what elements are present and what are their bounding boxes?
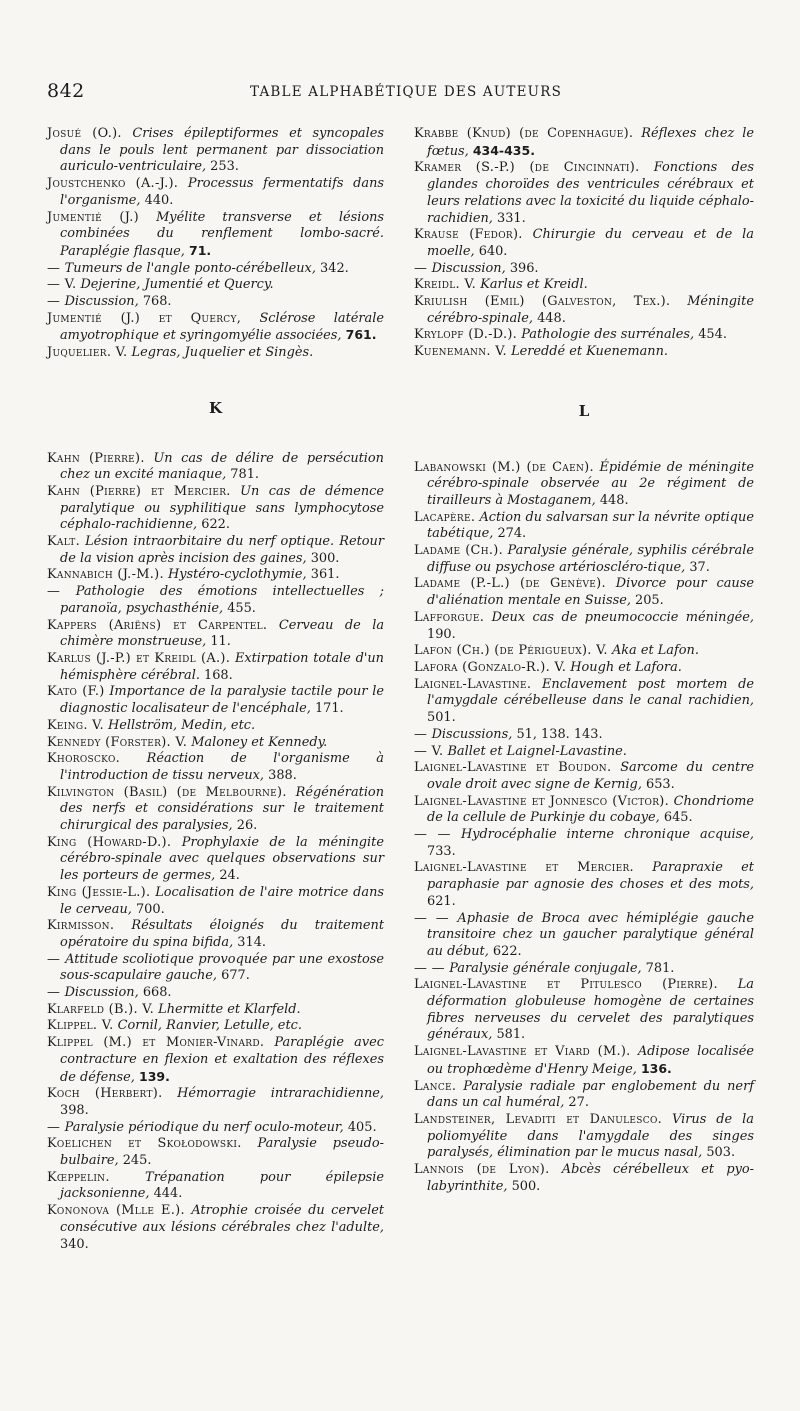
entry-title: Discussion, (64, 294, 139, 310)
index-entry (47, 835, 384, 885)
entry-title: Chirurgie du cerveau et de la moelle, (427, 227, 754, 259)
index-entry (47, 484, 384, 534)
entry-author: Kreidl. V. (414, 277, 477, 293)
entry-author: Krabbe (Knud) (de Copenhague). (414, 126, 634, 141)
index-entry (47, 735, 384, 752)
entry-title: Discussion, (431, 260, 506, 276)
index-entry (47, 1035, 384, 1086)
entry-title: Paralysie générale conjugale, (449, 960, 642, 976)
entry-page-ref: 503. (706, 1145, 736, 1161)
entry-author: Krause (Fedor). (414, 227, 523, 243)
entry-title: Sarcome du centre ovale droit avec signe de Kernig, (427, 760, 754, 792)
index-entry (47, 345, 384, 362)
j-entry-list (47, 126, 384, 362)
entry-author: Lacapère. (414, 509, 476, 525)
entry-title: Tumeurs de l'angle ponto-cérébelleux, (64, 260, 316, 276)
entry-author: — (47, 260, 65, 276)
entry-author: Laignel-Lavastine et Mercier. (414, 860, 634, 876)
entry-title: Réflexes chez le fœtus, (427, 126, 754, 159)
entry-title: Maloney et Kennedy. (191, 734, 328, 750)
index-entry (414, 1112, 754, 1162)
index-entry (47, 1203, 384, 1253)
entry-author: Kœppelin. (47, 1169, 110, 1185)
entry-title: Méningite cérébro-spinale, (427, 294, 754, 326)
index-entry (47, 1136, 384, 1169)
entry-author: Krylopf (D.-D.). (414, 327, 518, 343)
index-entry (414, 977, 754, 1044)
index-entry (47, 918, 384, 951)
entry-page-ref: 37. (689, 559, 710, 575)
entry-title: Processus fermentatifs dans l'organisme, (60, 176, 384, 208)
entry-author: — V. (47, 277, 77, 293)
entry-page-ref: 27. (568, 1095, 589, 1111)
entry-title: Prophylaxie de la méningite cérébro-spinale avec quelques observations sur les porteurs de germes, (60, 834, 384, 884)
entry-author: Laignel-Lavastine. (414, 676, 532, 692)
index-entry (414, 510, 754, 543)
entry-title: Paralysie périodique du nerf oculo-moteur, (64, 1119, 344, 1135)
entry-title: Réaction de l'organisme à l'introduction de tissu nerveux, (60, 751, 384, 783)
entry-title: Paralysie pseudo-bulbaire, (60, 1136, 384, 1169)
entry-page-ref: 677. (221, 968, 250, 984)
index-entry (414, 660, 754, 677)
entry-author: Karlus (J.-P.) et Kreidl (A.). (47, 650, 231, 666)
entry-page-ref: 455. (227, 600, 256, 616)
entry-author: — (47, 985, 65, 1001)
l-entry-list (414, 460, 754, 1196)
entry-page-ref: 51, 138. 143. (516, 726, 603, 742)
index-entry (47, 952, 384, 985)
right-column (414, 126, 754, 1195)
entry-author: Laignel-Lavastine et Viard (M.). (414, 1044, 631, 1060)
entry-page-ref: 501. (427, 710, 456, 726)
index-entry (47, 618, 384, 651)
entry-title: Localisation de l'aire motrice dans le cerveau, (60, 884, 384, 917)
entry-title: Adipose localisée ou trophœdème d'Henry Meige, (427, 1044, 754, 1077)
entry-title: Importance de la paralysie tactile pour le diagnostic localisateur de l'encéphale, (60, 684, 384, 717)
entry-page-ref: 168. (204, 667, 233, 683)
entry-author: — (47, 294, 65, 310)
entry-author: Kononova (Mlle E.). (47, 1203, 185, 1219)
index-entry (414, 126, 754, 160)
index-entry (47, 294, 384, 311)
index-entry (47, 567, 384, 584)
index-entry (414, 344, 754, 361)
entry-author: Laignel-Lavastine et Boudon. (414, 760, 612, 776)
index-entry (47, 176, 384, 209)
index-entry (47, 1002, 384, 1019)
index-entry (414, 1162, 754, 1195)
entry-page-ref: 668. (142, 985, 172, 1001)
entry-page-ref: 253. (210, 159, 239, 175)
entry-page-ref: 700. (135, 901, 165, 917)
entry-page-ref-bold: 136. (640, 1060, 672, 1076)
entry-title: Aka et Lafon. (611, 643, 699, 659)
entry-author: Lafforgue. (414, 609, 485, 625)
entry-title: Abcès cérébelleux et pyo-labyrinthite, (427, 1162, 754, 1194)
index-entry (414, 576, 754, 609)
index-entry (47, 751, 384, 784)
entry-title: Dejerine, Jumentié et Quercy. (80, 277, 274, 293)
entry-title: Un cas de démence paralytique ou syphilitique sans lymphocytose céphalo-rachidienne, (60, 483, 384, 533)
entry-title: Fonctions des glandes choroïdes des ventricules cérébraux et leurs relations avec la toxicité du liquide céphalo-rachidien, (427, 160, 754, 226)
entry-author: Lafon (Ch.) (de Périgueux). V. (414, 643, 608, 659)
entry-title: Pathologie des surrénales, (521, 327, 695, 343)
entry-page-ref: 340. (60, 1236, 89, 1252)
entry-author: Kahn (Pierre) et Mercier. (47, 483, 231, 499)
index-entry (47, 451, 384, 484)
index-entry (47, 684, 384, 717)
entry-title: Sclérose latérale amyotrophique et syringomyélie associées, (60, 310, 384, 344)
entry-title: Pathologie des émotions intellectuelles ; paranoïa, psychasthénie, (60, 584, 384, 616)
entry-title: Cornil, Ranvier, Letulle, etc. (117, 1018, 302, 1034)
index-entry (414, 860, 754, 910)
index-entry (414, 277, 754, 294)
entry-author: Keing. V. (47, 717, 104, 733)
index-entry (414, 760, 754, 793)
entry-author: Kannabich (J.-M.). (47, 567, 164, 583)
entry-title: Enclavement post mortem de l'amygdale cérébelleuse dans le canal rachidien, (427, 676, 754, 709)
entry-title: Aphasie de Broca avec hémiplégie gauche transitoire chez un gaucher paralytique général au début, (427, 910, 754, 959)
entry-author: King (Howard-D.). (47, 834, 172, 850)
entry-page-ref: 781. (645, 960, 675, 976)
index-entry (47, 651, 384, 684)
entry-author: Kramer (S.-P.) (de Cincinnati). (414, 160, 640, 176)
index-entry (47, 1018, 384, 1035)
entry-title: Virus de la poliomyélite dans l'amygdale des singes paralysés, élimination par le mucus nasal, (427, 1111, 754, 1161)
section-letter-k: K (208, 398, 223, 417)
entry-author: — V. (414, 743, 444, 759)
index-entry (47, 1086, 384, 1119)
entry-page-ref-bold: 434-435. (472, 142, 535, 158)
entry-author: Lannois (de Lyon). (414, 1162, 550, 1178)
entry-author: Kirmisson. (47, 918, 115, 934)
entry-page-ref: 388. (268, 767, 297, 783)
index-entry (414, 643, 754, 660)
index-entry (47, 311, 384, 345)
entry-page-ref: 500. (511, 1178, 541, 1194)
entry-author: Jumentié (J.) et Quercy, (47, 310, 242, 326)
entry-title: Paralysie générale, syphilis cérébrale diffuse ou psychose artérioscléro-tique, (427, 543, 754, 575)
index-entry (414, 827, 754, 860)
entry-page-ref: 733. (427, 843, 456, 859)
entry-title: Cerveau de la chimère monstrueuse, (60, 617, 385, 650)
entry-page-ref: 640. (478, 243, 508, 259)
entry-title: Discussions, (431, 726, 513, 742)
entry-author: Kappers (Ariëns) et Carpentel. (47, 617, 268, 633)
entry-title: Résultats éloignés du traitement opératoire du spina bifida, (60, 918, 384, 950)
entry-title: Paraplégie avec contracture en flexion et exaltation des réflexes de défense, (60, 1035, 384, 1085)
entry-author: Ladame (P.-L.) (de Genève). (414, 576, 606, 592)
entry-page-ref-bold: 139. (139, 1068, 170, 1084)
index-entry (414, 543, 754, 576)
entry-author: Kuenemann. V. (414, 344, 507, 360)
index-entry (414, 261, 754, 278)
entry-title: Divorce pour cause d'aliénation mentale en Suisse, (427, 576, 754, 609)
entry-page-ref: 405. (347, 1119, 377, 1135)
entry-page-ref: 440. (144, 192, 174, 208)
entry-page-ref: 396. (509, 260, 539, 276)
entry-page-ref: 581. (496, 1027, 526, 1043)
entry-title: Hydrocéphalie interne chronique acquise, (461, 827, 754, 843)
entry-author: — (47, 1119, 65, 1135)
entry-author: — — (414, 827, 461, 843)
entry-author: Klippel (M.) et Monier-Vinard. (47, 1035, 265, 1051)
index-entry (414, 677, 754, 727)
entry-title: Atrophie croisée du cervelet consécutive aux lésions cérébrales chez l'adulte, (60, 1203, 384, 1235)
entry-page-ref: 190. (427, 626, 456, 642)
index-entry (414, 160, 754, 227)
index-entry (47, 1120, 384, 1137)
entry-author: Koch (Herbert). (47, 1086, 163, 1102)
entry-page-ref: 398. (60, 1102, 89, 1118)
entry-title: Un cas de délire de persécution chez un excité maniaque, (60, 450, 384, 483)
entry-author: Kriulish (Emil) (Galveston, Tex.). (414, 294, 671, 310)
entry-author: — (47, 951, 66, 967)
entry-author: — — (414, 910, 458, 926)
entry-title: Trépanation pour épilepsie jacksonienne, (60, 1169, 384, 1202)
entry-author: — (414, 260, 432, 276)
entry-author: Landsteiner, Levaditi et Danulesco. (414, 1111, 663, 1127)
entry-author: Josué (O.). (47, 126, 122, 141)
entry-page-ref: 245. (122, 1153, 152, 1169)
index-entry (414, 1079, 754, 1112)
entry-author: — — (414, 960, 450, 976)
index-entry (47, 261, 384, 278)
section-letter-l: L (578, 401, 590, 420)
entry-author: Lance. (414, 1078, 457, 1094)
entry-author: Laignel-Lavastine et Jonnesco (Victor). (414, 793, 670, 809)
index-entry (414, 610, 754, 643)
entry-page-ref: 26. (236, 818, 258, 834)
entry-author: Koelichen et Skołodowski. (47, 1136, 242, 1152)
index-entry (414, 911, 754, 961)
entry-page-ref: 300. (310, 550, 340, 566)
entry-author: Klippel. V. (47, 1018, 114, 1034)
entry-title: Lereddé et Kuenemann. (511, 344, 668, 360)
entry-title: Régénération des nerfs et considérations sur le traitement chirurgical des paralysies, (60, 784, 384, 834)
k-entry-list (47, 451, 384, 1254)
entry-page-ref: 448. (599, 492, 629, 508)
entry-page-ref: 11. (210, 634, 231, 650)
entry-page-ref: 768. (142, 294, 172, 310)
k-entry-list-continued (414, 126, 754, 361)
entry-page-ref: 653. (646, 776, 675, 792)
entry-author: Joustchenko (A.-J.). (47, 176, 179, 192)
entry-page-ref: 645. (663, 810, 693, 826)
entry-title: Action du salvarsan sur la névrite optique tabétique, (427, 509, 754, 542)
entry-page-ref: 24. (219, 868, 240, 884)
entry-page-ref: 171. (314, 701, 344, 717)
entry-title: Paralysie radiale par englobement du nerf dans un cal huméral, (427, 1078, 754, 1111)
entry-title: Discussion, (64, 985, 139, 1001)
entry-page-ref: 205. (635, 593, 664, 609)
entry-page-ref: 448. (537, 310, 566, 326)
index-entry (47, 277, 384, 294)
index-entry (414, 961, 754, 978)
entry-page-ref: 621. (427, 893, 456, 909)
index-entry (414, 460, 754, 510)
entry-author: King (Jessie-L.). (47, 884, 151, 900)
index-entry (47, 985, 384, 1002)
entry-page-ref: 361. (310, 567, 340, 583)
index-entry (47, 718, 384, 735)
entry-title: Hémorragie intrarachidienne, (177, 1086, 384, 1102)
entry-title: Lésion intraorbitaire du nerf optique. Retour de la vision après incision des gaines, (60, 534, 384, 566)
left-column (47, 126, 384, 1253)
entry-page-ref: 781. (230, 467, 259, 483)
entry-author: Klarfeld (B.). V. (47, 1001, 155, 1017)
index-entry (414, 327, 754, 344)
index-entry (47, 534, 384, 567)
entry-author: Jumentié (J.) (47, 209, 139, 225)
page-number: 842 (47, 80, 85, 102)
index-entry (414, 794, 754, 827)
entry-author: Labanowski (M.) (de Caen). (414, 459, 594, 475)
entry-title: Épidémie de méningite cérébro-spinale observée au 2e régiment de tirailleurs à Mostaganem, (427, 459, 754, 508)
entry-title: Legras, Juquelier et Singès. (131, 345, 314, 361)
running-head: TABLE ALPHABÉTIQUE DES AUTEURS (250, 84, 563, 100)
entry-author: Kato (F.) (47, 684, 105, 700)
entry-page-ref: 314. (237, 934, 266, 950)
entry-page-ref: 342. (320, 260, 349, 276)
entry-author: Laignel-Lavastine et Pitulesco (Pierre). (414, 977, 718, 993)
entry-title: Ballet et Laignel-Lavastine. (447, 743, 627, 759)
entry-author: — (414, 726, 432, 742)
entry-page-ref: 274. (497, 526, 527, 542)
entry-title: Crises épileptiformes et syncopales dans le pouls lent permanent par dissociation auriculo-ventriculaire, (60, 126, 384, 175)
entry-author: Ladame (Ch.). (414, 543, 503, 559)
entry-author: Lafora (Gonzalo-R.). V. (414, 659, 567, 675)
entry-page-ref-bold: 71. (189, 242, 212, 258)
entry-page-ref: 454. (698, 327, 727, 343)
entry-author: Juquelier. V. (47, 345, 128, 361)
entry-author: Kilvington (Basil) (de Melbourne). (47, 784, 287, 800)
entry-title: Extirpation totale d'un hémisphère cérébral. (60, 650, 384, 683)
entry-page-ref: 622. (492, 943, 522, 959)
entry-title: Myélite transverse et lésions combinées du renflement lombo-sacré. Paraplégie flasque, (60, 209, 384, 259)
entry-page-ref: 444. (153, 1186, 183, 1202)
entry-title: Deux cas de pneumococcie méningée, (491, 609, 754, 625)
entry-title: La déformation globuleuse homogène de certaines fibres nerveuses du cervelet des paralytiques généraux, (427, 977, 754, 1043)
index-entry (414, 294, 754, 327)
entry-title: Hellström, Medin, etc. (107, 717, 256, 733)
index-entry (414, 727, 754, 744)
entry-author: — (47, 584, 76, 600)
entry-page-ref-bold: 761. (345, 327, 377, 343)
entry-author: Kennedy (Forster). V. (47, 734, 188, 750)
entry-title: Hystéro-cyclothymie, (167, 567, 307, 583)
entry-page-ref: 331. (497, 210, 526, 226)
entry-title: Parapraxie et paraphasie par agnosie des choses et des mots, (427, 860, 754, 893)
entry-title: Attitude scoliotique provoquée par une exostose sous-scapulaire gauche, (60, 951, 384, 984)
index-entry (47, 210, 384, 261)
entry-author: Kalt. (47, 534, 80, 550)
index-entry (47, 1170, 384, 1203)
index-entry (414, 1044, 754, 1078)
entry-title: Chondriome de la cellule de Purkinje du cobaye, (427, 793, 754, 826)
index-entry (47, 785, 384, 835)
entry-page-ref: 622. (201, 517, 230, 533)
entry-author: Kahn (Pierre). (47, 450, 145, 466)
index-entry (47, 584, 384, 617)
entry-title: Karlus et Kreidl. (480, 277, 588, 293)
index-entry (47, 126, 384, 176)
index-entry (47, 885, 384, 918)
entry-author: Khoroscko. (47, 751, 121, 767)
entry-title: Hough et Lafora. (570, 659, 682, 675)
entry-title: Lhermitte et Klarfeld. (158, 1001, 301, 1017)
index-entry (414, 744, 754, 761)
index-entry (414, 227, 754, 260)
